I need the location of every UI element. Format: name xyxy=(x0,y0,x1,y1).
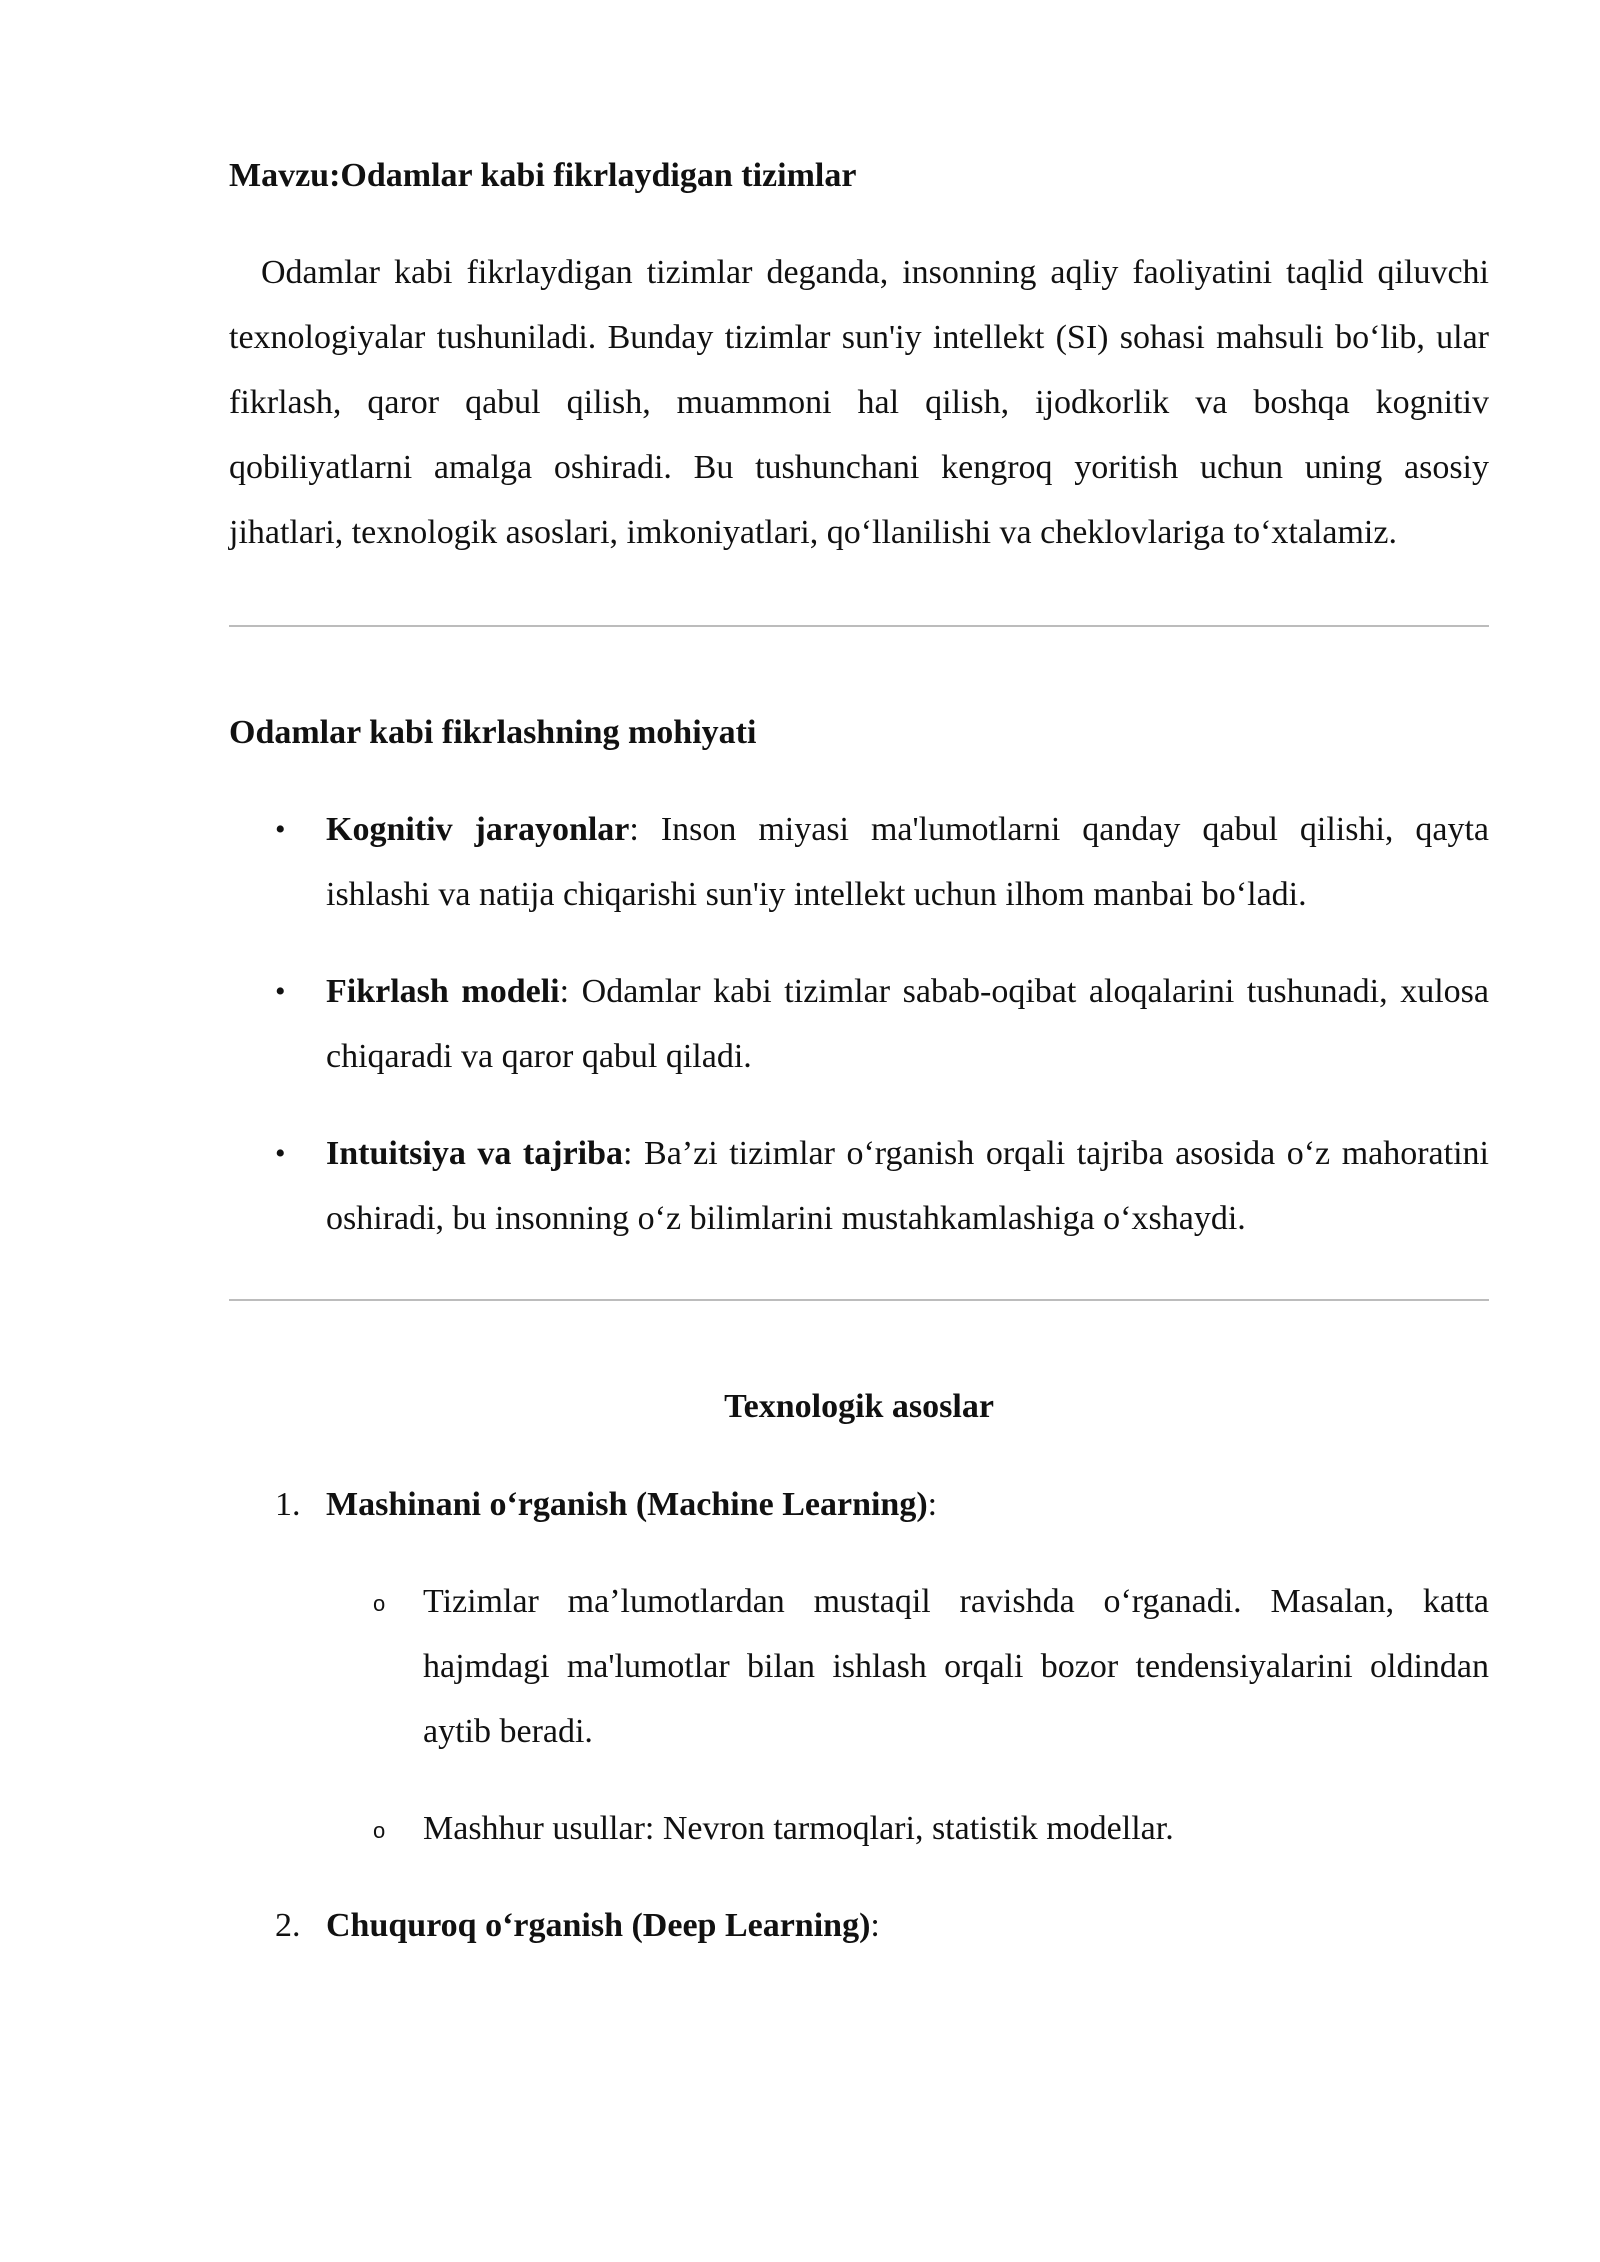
sub-item-text: Tizimlar ma’lumotlardan mustaqil ravishda o‘rganadi. Masalan, katta hajmdagi ma'lumotlar bilan ishlash orqali bozor tendensiyalarini oldindan aytib beradi. xyxy=(423,1582,1489,1750)
item-number: 2. xyxy=(275,1906,301,1944)
bullet-icon: • xyxy=(275,1137,286,1171)
circle-bullet-icon: o xyxy=(373,1590,386,1616)
section-heading-tech: Texnologik asoslar xyxy=(724,1388,994,1426)
list-item xyxy=(229,1121,1489,1251)
item-term: Mashinani o‘rganish (Machine Learning) xyxy=(326,1485,928,1523)
bullet-term: Fikrlash modeli xyxy=(326,973,560,1011)
item-suffix: : xyxy=(870,1906,880,1944)
tech-numbered-list xyxy=(229,1472,1489,1958)
horizontal-divider xyxy=(229,625,1489,627)
bullet-text: : Ba’zi tizimlar o‘rganish orqali tajriba asosida o‘z mahoratini oshiradi, bu insonning o‘z bilimlarini mustahkamlashiga o‘xshaydi. xyxy=(326,1135,1489,1238)
item-term: Chuquroq o‘rganish (Deep Learning) xyxy=(326,1906,871,1944)
bullet-text: : Odamlar kabi tizimlar sabab-oqibat aloqalarini tushunadi, xulosa chiqaradi va qaror qabul qiladi. xyxy=(326,973,1489,1076)
bullet-text: : Inson miyasi ma'lumotlarni qanday qabul qilishi, qayta ishlashi va natija chiqarishi sun'iy intellekt uchun ilhom manbai bo‘ladi. xyxy=(326,811,1489,914)
bullet-term: Intuitsiya va tajriba xyxy=(326,1135,624,1173)
essence-bullet-list xyxy=(229,797,1489,1251)
bullet-icon: • xyxy=(275,975,286,1009)
item-suffix: : xyxy=(927,1485,938,1523)
numbered-item xyxy=(229,1472,1489,1861)
bullet-icon: • xyxy=(275,813,286,847)
bullet-term: Kognitiv jarayonlar xyxy=(326,811,630,849)
circle-bullet-icon: o xyxy=(373,1817,386,1843)
document-title: Mavzu:Odamlar kabi fikrlaydigan tizimlar xyxy=(229,157,857,194)
sub-list-item xyxy=(229,1796,1489,1861)
sub-item-text: Mashhur usullar: Nevron tarmoqlari, statistik modellar. xyxy=(423,1809,1174,1847)
document-page xyxy=(229,140,1489,1990)
sub-list xyxy=(326,1569,1489,1861)
sub-list-item xyxy=(229,1569,1489,1764)
horizontal-divider xyxy=(229,1299,1489,1301)
intro-paragraph: Odamlar kabi fikrlaydigan tizimlar deganda, insonning aqliy faoliyatini taqlid qiluvchi texnologiyalar tushuniladi. Bunday tizimlar sun'iy intellekt (SI) sohasi mahsuli bo‘lib, ular fikrlash, qaror qabul qilish, muammoni hal qilish, ijodkorlik va boshqa kognitiv qobiliyatlarni amalga oshiradi. Bu tushunchani kengroq yoritish uchun uning asosiy jihatlari, texnologik asoslari, imkoniyatlari, qo‘llanilishi va cheklovlariga to‘xtalamiz. xyxy=(229,254,1489,552)
section-heading-essence: Odamlar kabi fikrlashning mohiyati xyxy=(229,714,757,752)
list-item xyxy=(229,797,1489,927)
list-item xyxy=(229,959,1489,1089)
numbered-item xyxy=(229,1893,1489,1958)
item-number: 1. xyxy=(275,1485,301,1523)
